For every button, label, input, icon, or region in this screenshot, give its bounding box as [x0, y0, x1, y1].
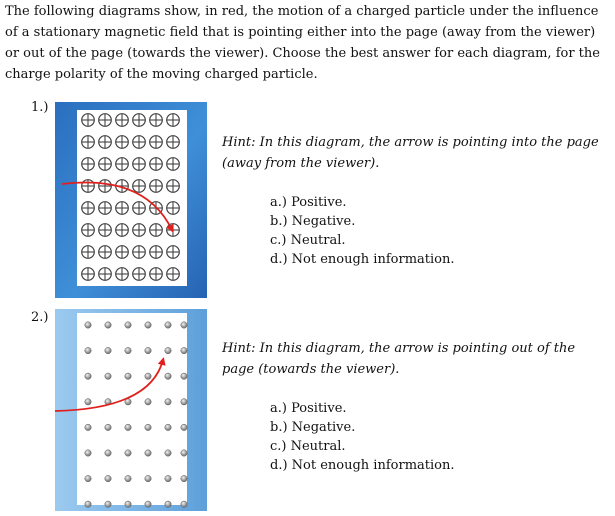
cross-circle-icon [150, 136, 163, 149]
cross-circle-icon [99, 158, 112, 171]
dot-icon [165, 450, 171, 456]
cross-circle-icon [167, 202, 180, 215]
question-1-number: 1.) [31, 100, 49, 115]
dot-icon [105, 424, 111, 430]
dot-icon [181, 475, 187, 481]
cross-circle-icon [133, 136, 146, 149]
cross-circle-icon [150, 246, 163, 259]
dot-icon [165, 399, 171, 405]
question-2-choice-b[interactable]: b.) Negative. [270, 420, 356, 435]
cross-circle-icon [82, 158, 95, 171]
dot-icon [145, 475, 151, 481]
dot-icon [105, 475, 111, 481]
cross-circle-icon [99, 202, 112, 215]
cross-circle-icon [116, 202, 129, 215]
dot-icon [105, 450, 111, 456]
dot-icon [145, 450, 151, 456]
cross-circle-icon [82, 114, 95, 127]
cross-circle-icon [82, 202, 95, 215]
dot-icon [165, 424, 171, 430]
dot-icon [165, 322, 171, 328]
dot-icon [105, 501, 111, 507]
dot-icon [181, 450, 187, 456]
dot-icon [165, 475, 171, 481]
dot-icon [165, 501, 171, 507]
dot-icon [85, 322, 91, 328]
cross-circle-icon [167, 158, 180, 171]
cross-circle-icon [167, 246, 180, 259]
dot-icon [145, 347, 151, 353]
cross-circle-icon [167, 114, 180, 127]
dot-icon [181, 424, 187, 430]
cross-circle-icon [133, 246, 146, 259]
cross-circle-icon [167, 136, 180, 149]
cross-circle-icon [150, 114, 163, 127]
question-2-choice-c[interactable]: c.) Neutral. [270, 439, 346, 454]
dot-icon [105, 347, 111, 353]
dot-icon [85, 450, 91, 456]
cross-circle-icon [133, 224, 146, 237]
dot-icon [85, 373, 91, 379]
question-1-choice-c[interactable]: c.) Neutral. [270, 233, 346, 248]
cross-circle-icon [167, 180, 180, 193]
dot-icon [181, 501, 187, 507]
cross-circle-icon [82, 180, 95, 193]
question-1-choice-b[interactable]: b.) Negative. [270, 214, 356, 229]
dot-icon [165, 347, 171, 353]
cross-circle-icon [99, 136, 112, 149]
cross-circle-icon [116, 158, 129, 171]
cross-circle-icon [116, 246, 129, 259]
diagram-2-paper [77, 313, 187, 505]
cross-circle-icon [99, 180, 112, 193]
cross-circle-icon [116, 268, 129, 281]
cross-circle-icon [150, 268, 163, 281]
question-1-choices [270, 193, 454, 269]
cross-circle-icon [133, 180, 146, 193]
question-1-choice-a[interactable]: a.) Positive. [270, 195, 347, 210]
cross-circle-icon [116, 224, 129, 237]
dot-icon [125, 347, 131, 353]
cross-circle-icon [133, 114, 146, 127]
dot-icon [125, 475, 131, 481]
dot-icon [165, 373, 171, 379]
cross-circle-icon [133, 202, 146, 215]
dot-icon [181, 373, 187, 379]
dot-icon [85, 399, 91, 405]
dot-icon [145, 399, 151, 405]
cross-circle-icon [116, 114, 129, 127]
cross-circle-icon [133, 158, 146, 171]
dot-icon [145, 424, 151, 430]
question-2-number: 2.) [31, 310, 49, 325]
diagram-2-field-out-of-page [55, 309, 207, 511]
cross-circle-icon [150, 158, 163, 171]
dot-icon [181, 322, 187, 328]
dot-icon [181, 399, 187, 405]
question-1-hint: Hint: In this diagram, the arrow is pointing into the page (away from the viewer). [222, 135, 599, 171]
dot-icon [125, 373, 131, 379]
diagram-1-field-into-page [55, 102, 207, 298]
cross-circle-icon [116, 136, 129, 149]
cross-circle-icon [150, 180, 163, 193]
cross-circle-icon [82, 246, 95, 259]
cross-circle-icon [150, 224, 163, 237]
dot-icon [125, 424, 131, 430]
dot-icon [181, 347, 187, 353]
cross-circle-icon [99, 246, 112, 259]
question-2-choice-d[interactable]: d.) Not enough information. [270, 458, 455, 473]
cross-circle-icon [167, 224, 180, 237]
cross-circle-icon [133, 268, 146, 281]
dot-icon [125, 322, 131, 328]
cross-circle-icon [82, 224, 95, 237]
cross-circle-icon [82, 136, 95, 149]
cross-circle-icon [99, 268, 112, 281]
intro-paragraph: The following diagrams show, in red, the motion of a charged particle under the influence of a stationary magnetic field that is pointing either into the page (away from the viewer) or out of the page (towards the viewer). Choose the best answer for each diagram, for the charge polarity of the moving charged particle. [5, 4, 600, 82]
cross-circle-icon [99, 224, 112, 237]
dot-icon [145, 373, 151, 379]
dot-icon [125, 501, 131, 507]
dot-icon [85, 347, 91, 353]
dot-icon [145, 322, 151, 328]
dot-icon [105, 322, 111, 328]
question-2-hint: Hint: In this diagram, the arrow is pointing out of the page (towards the viewer). [222, 341, 576, 377]
dot-icon [125, 450, 131, 456]
dot-icon [145, 501, 151, 507]
cross-circle-icon [167, 268, 180, 281]
question-1-choice-d[interactable]: d.) Not enough information. [270, 252, 455, 267]
dot-icon [85, 475, 91, 481]
dot-icon [105, 373, 111, 379]
dot-icon [85, 424, 91, 430]
cross-circle-icon [99, 114, 112, 127]
question-2-choice-a[interactable]: a.) Positive. [270, 401, 347, 416]
cross-circle-icon [82, 268, 95, 281]
dot-icon [85, 501, 91, 507]
question-2-choices [270, 399, 454, 475]
